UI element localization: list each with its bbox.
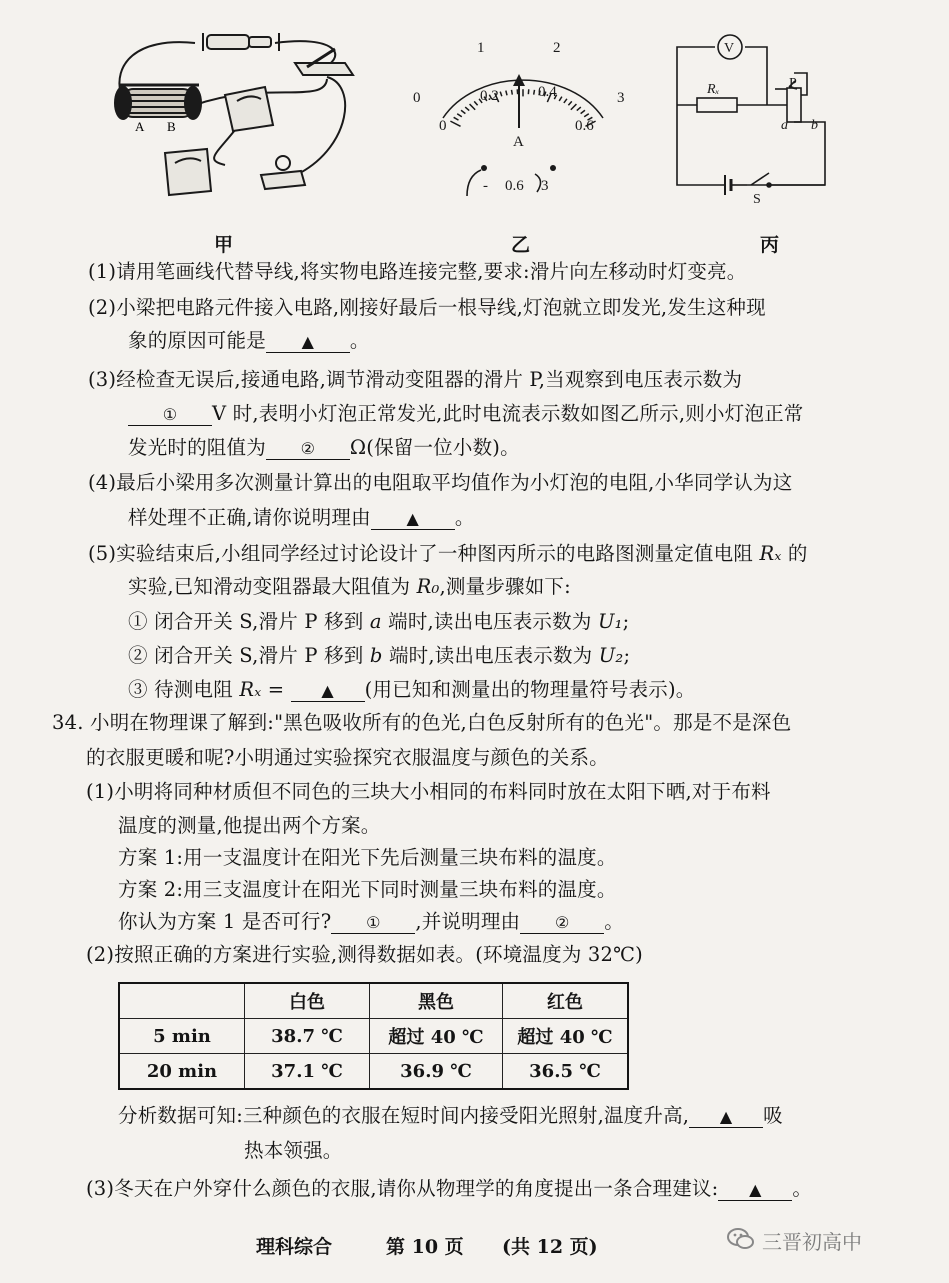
q33-step3: ③ 待测电阻 Rₓ = ▲ (用已知和测量出的物理量符号表示)。 [128,678,696,701]
q33-part2-end: 。 [349,329,370,352]
switch-s-label: S [753,192,761,207]
dial-tick [506,91,507,96]
end-b-label: b [811,118,818,133]
q33-part3-text: V 时,表明小灯泡正常发光,此时电流表示数如图乙所示,则小灯泡正常 [212,402,804,425]
q33-part3c-text: 发光时的阻值为 [128,436,266,459]
terminal-06: 0.6 [505,178,524,194]
dial-lower-0: 0 [439,118,447,134]
answer-blank-q34-3[interactable]: ▲ [718,1180,792,1201]
dial-tick [534,90,535,95]
dial-tick [564,99,567,103]
q34-part2: (2)按照正确的方案进行实验,测得数据如表。(环境温度为 32℃) [86,943,643,966]
dial-tick [474,101,477,105]
table-cell: 5 min [119,1019,245,1054]
watermark-text: 三晋初高中 [762,1230,862,1254]
dial-tick [584,114,589,117]
dial-tick [461,110,465,113]
answer-blank-q33-4[interactable]: ▲ [371,509,455,530]
q33-part2-line2 [128,327,370,355]
table-cell: 20 min [119,1054,245,1090]
q33-part5-end: 的 [787,542,808,565]
dial-upper-0: 0 [413,90,421,106]
answer-blank-q34-1-1[interactable]: ① [331,913,415,934]
q33-part5b-text: 实验,已知滑动变阻器最大阻值为 [128,575,411,598]
table-row [119,1054,628,1090]
q33-part3-line3 [128,434,520,462]
dial-tick [450,121,460,126]
q33-part4-text: 样处理不正确,请你说明理由 [128,506,371,529]
figure-bing-diagram [665,25,840,210]
q34-part3: (3)冬天在户外穿什么颜色的衣服,请你从物理学的角度提出一条合理建议: ▲ 。 [86,1177,813,1200]
dial-lower-2: 0.4 [538,84,557,100]
footer-total: (共 12 页) [502,1236,598,1258]
dial-tick [454,117,459,120]
q34-plan2: 方案 2:用三支温度计在阳光下同时测量三块布料的温度。 [118,878,617,901]
terminal-minus: - [483,178,488,194]
q33-part3c-end: Ω(保留一位小数)。 [349,436,520,459]
table-cell: 超过 40 ℃ [503,1019,629,1054]
table-cell: 38.7 ℃ [245,1019,370,1054]
table-row [119,1019,628,1054]
dial-tick [512,90,513,95]
q33-part3-line2 [128,400,803,428]
dial-pointer [513,74,525,128]
footer-page: 第 10 页 [386,1236,464,1258]
dial-tick [470,104,476,110]
q34-analysis-line1: 分析数据可知:三种颜色的衣服在短时间内接受阳光照射,温度升高, ▲ 吸 [118,1104,783,1127]
q34-ask: 你认为方案 1 是否可行? ① ,并说明理由 ② 。 [118,910,624,933]
dial-upper-3: 3 [617,90,625,106]
answer-blank-q33-3-1[interactable]: ① [128,405,212,426]
q33-part4-line1: (4)最后小梁用多次测量计算出的电阻取平均值作为小灯泡的电阻,小华同学认为这 [88,471,793,494]
q34-analysis-line2: 热本领强。 [244,1139,343,1162]
table-cell: 36.5 ℃ [503,1054,629,1090]
figure-yi-ammeter [405,30,640,205]
q34-part1-line1: (1)小明将同种材质但不同色的三块大小相同的布料同时放在太阳下晒,对于布料 [86,780,771,803]
var-r0: R₀ [416,575,440,598]
resistor-rx-label: Rₓ [707,82,720,97]
dial-tick [568,101,571,105]
dial-tick [465,107,469,111]
answer-blank-q34-1-2[interactable]: ② [520,913,604,934]
dial-tick [559,97,562,101]
dial-lower-3: 0.6 [575,118,594,134]
table-cell: 37.1 ℃ [245,1054,370,1090]
wechat-icon [726,1226,756,1252]
q33-part1: (1)请用笔画线代替导线,将实物电路连接完整,要求:滑片向左移动时灯变亮。 [88,260,747,283]
rheostat-terminal-a: A [135,119,145,134]
q33-part2-line1: (2)小梁把电路元件接入电路,刚接好最后一根导线,灯泡就立即发光,发生这种现 [88,296,766,319]
q34-part1-line2: 温度的测量,他提出两个方案。 [118,814,381,837]
table-header-cell: 红色 [503,983,629,1019]
answer-blank-q33-2[interactable]: ▲ [266,332,350,353]
q33-part5-line1 [88,540,808,568]
meter-v-label: V [724,41,735,56]
figure-bing-label: 丙 [760,234,780,256]
end-a-label: a [781,118,788,133]
table-cell: 超过 40 ℃ [370,1019,503,1054]
dial-unit: A [513,134,524,150]
var-rx: Rₓ [759,542,782,565]
table-header-cell [119,983,245,1019]
q33-part5-line2 [128,573,571,601]
table-header-cell: 黑色 [370,983,503,1019]
answer-blank-q33-3-2[interactable]: ② [266,439,350,460]
dial-upper-2: 2 [553,40,561,56]
dial-tick [571,104,577,110]
dial-tick [581,110,585,113]
answer-blank-q34-2[interactable]: ▲ [689,1107,763,1128]
q34-plan1: 方案 1:用一支温度计在阳光下先后测量三块布料的温度。 [118,846,617,869]
dial-upper-1: 1 [477,40,485,56]
q33-step1: ① 闭合开关 S,滑片 P 移到 a 端时,读出电压表示数为 U₁; [128,610,630,633]
q33-step2: ② 闭合开关 S,滑片 P 移到 b 端时,读出电压表示数为 U₂; [128,644,631,667]
q33-part2-text: 象的原因可能是 [128,329,266,352]
table-header-cell: 白色 [245,983,370,1019]
dial-tick [577,107,581,111]
q34-intro-line1: 34. 小明在物理课了解到:"黑色吸收所有的色光,白色反射所有的色光"。那是不是深色 [52,711,792,734]
q33-part3-line1: (3)经检查无误后,接通电路,调节滑动变阻器的滑片 P,当观察到电压表示数为 [88,368,743,391]
footer-subject: 理科综合 [256,1236,333,1258]
dial-tick [500,92,502,97]
q33-part4-line2 [128,504,475,532]
terminal-3: 3 [541,178,549,194]
figure-jia-circuit [95,25,365,215]
temperature-table [118,982,629,1090]
dial-tick [457,114,462,117]
figure-jia-label: 甲 [214,234,234,256]
q33-part4-end: 。 [454,506,475,529]
q34-intro-line2: 的衣服更暖和呢?小明通过实验探究衣服温度与颜色的关系。 [86,746,609,769]
dial-lower-1: 0.2 [480,88,499,104]
q33-part5-text: (5)实验结束后,小组同学经过讨论设计了一种图丙所示的电路图测量定值电阻 [88,542,754,565]
figure-yi-label: 乙 [511,234,531,256]
slider-p-label: P [789,76,797,91]
rheostat-terminal-b: B [167,119,176,134]
q33-part5b-end: ,测量步骤如下: [439,575,571,598]
table-cell: 36.9 ℃ [370,1054,503,1090]
table-header-row [119,983,628,1019]
answer-blank-q33-5[interactable]: ▲ [291,681,365,702]
